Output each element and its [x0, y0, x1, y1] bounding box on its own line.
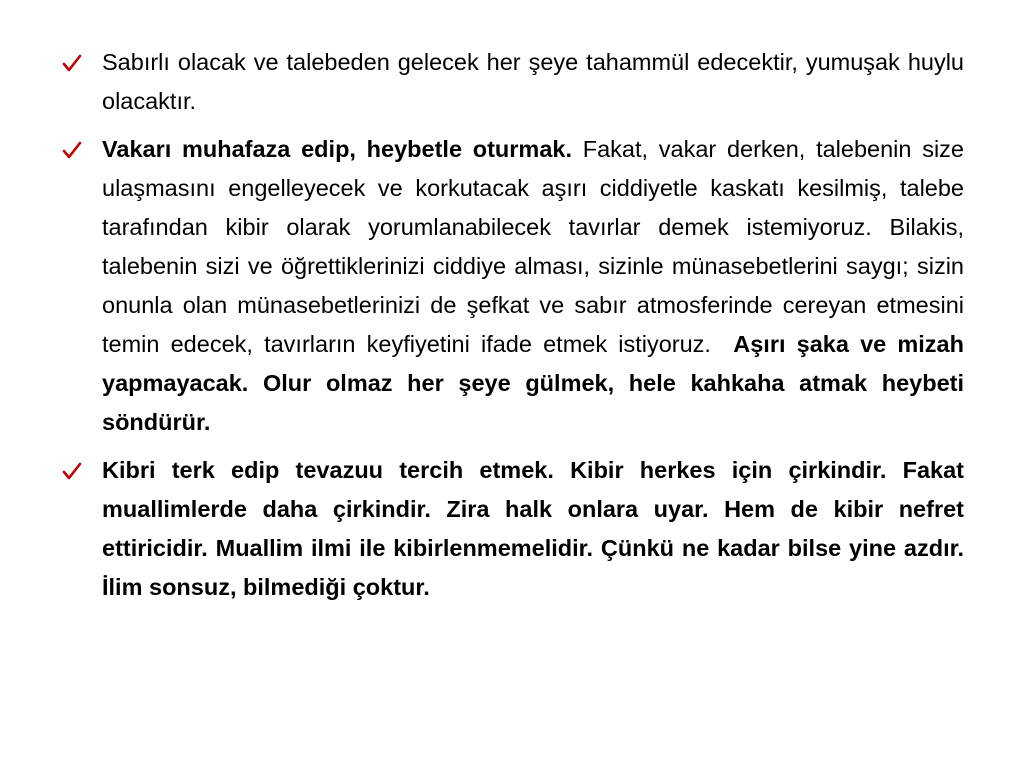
- bullet-text: [102, 136, 971, 435]
- bullet-text-bold-segment: Vakarı muhafaza edip, heybetle oturmak.: [102, 136, 572, 162]
- bullet-text: [102, 49, 964, 114]
- checkmark-icon: [62, 130, 88, 169]
- bullet-item: [60, 43, 964, 121]
- bullet-text: [102, 457, 964, 600]
- bullet-text-segment: Sabırlı olacak ve talebeden gelecek her şeye tahammül edecektir, yumuşak huylu olacaktır.: [102, 49, 964, 114]
- bullet-item: [60, 451, 964, 607]
- checkmark-icon: [62, 451, 88, 490]
- bullet-item: [60, 130, 971, 442]
- bullet-list: [60, 43, 971, 616]
- bullet-text-bold-segment: Kibri terk edip tevazuu tercih etmek. Kibir herkes için çirkindir. Fakat muallimlerde daha çirkindir. Zira halk onlara uyar. Hem de kibir nefret ettiricidir. Muallim ilmi ile kibirlenmemelidir. Çünkü ne kadar bilse yine azdır. İlim sonsuz, bilmediği çoktur.: [102, 457, 964, 600]
- checkmark-icon: [62, 43, 88, 82]
- bullet-text-segment: Fakat, vakar derken, talebenin size ulaşmasını engelleyecek ve korkutacak aşırı ciddiyetle kaskatı kesilmiş, talebe tarafından kibir olarak yorumlanabilecek tavırlar demek istemiyoruz. Bilakis, talebenin sizi ve öğrettiklerinizi ciddiye alması, sizinle münasebetlerini saygı; sizin onunla olan münasebetlerinizi de şefkat ve sabır atmosferinde cereyan etmesini temin edecek, tavırların keyfiyetini ifade etmek istiyoruz.: [102, 136, 971, 357]
- bullet-text-bold-segment: Aşırı şaka ve mizah yapmayacak. Olur olmaz her şeye gülmek, hele kahkaha atmak heybeti söndürür.: [102, 331, 964, 435]
